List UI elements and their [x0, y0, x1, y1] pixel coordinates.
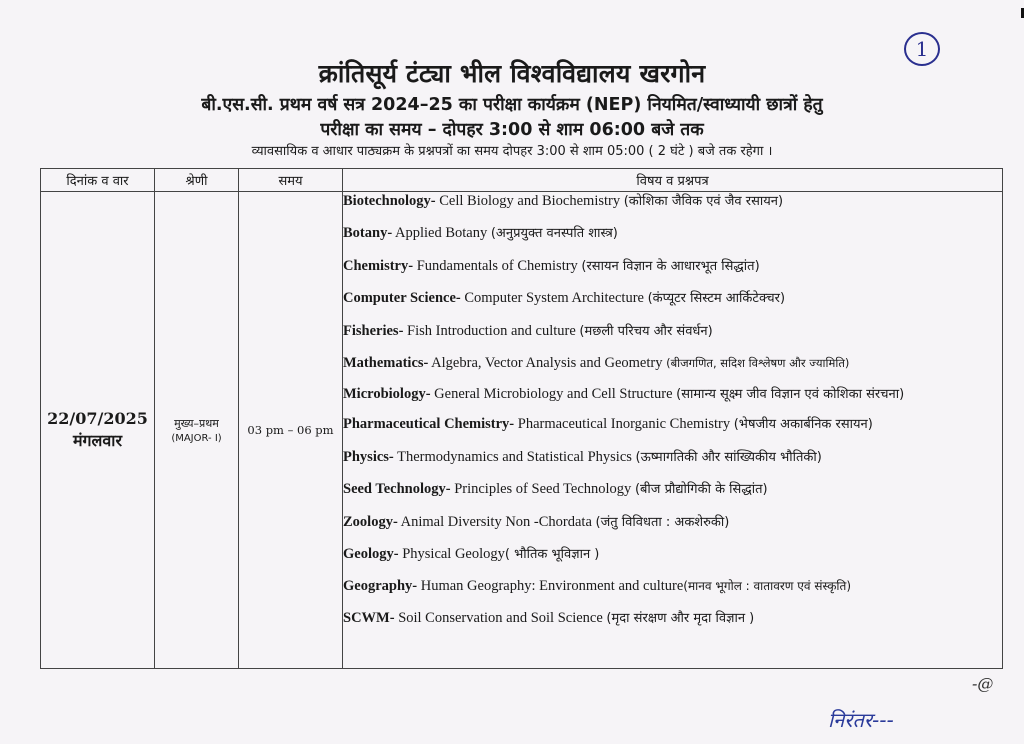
header-subject: विषय व प्रश्नपत्र: [343, 169, 1003, 192]
continued-note: निरंतर---: [828, 708, 894, 732]
subject-entry: Zoology- Animal Diversity Non -Chordata (जंतु विविधता : अकशेरुकी): [343, 513, 730, 530]
page-number: 1: [904, 32, 940, 66]
vocational-note: व्यावसायिक व आधार पाठ्यक्रम के प्रश्नपत्रों का समय दोपहर 3:00 से शाम 05:00 ( 2 घंटे ) बजे तक रहेगा ।: [251, 144, 773, 159]
subject-entry: Chemistry- Fundamentals of Chemistry (रसायन विज्ञान के आधारभूत सिद्धांत): [343, 257, 760, 274]
header-time: समय: [239, 169, 343, 192]
table-header-row: [41, 169, 1003, 192]
category-cell: [155, 192, 239, 669]
header-date: दिनांक व वार: [41, 169, 155, 192]
exam-schedule-table: [40, 168, 1003, 669]
category-label: मुख्य–प्रथम: [174, 417, 219, 430]
table-row: [41, 192, 1003, 669]
subject-entry: Physics- Thermodynamics and Statistical Physics (ऊष्मागतिकी और सांख्यिकीय भौतिकी): [343, 448, 822, 465]
subject-entry: Biotechnology- Cell Biology and Biochemistry (कोशिका जैविक एवं जैव रसायन): [343, 193, 784, 209]
exam-day: मंगलवार: [72, 431, 122, 450]
header-category: श्रेणी: [155, 169, 239, 192]
subject-entry: Computer Science- Computer System Architecture (कंप्यूटर सिस्टम आर्किटेक्चर): [343, 290, 786, 307]
category-sub: (MAJOR- I): [171, 433, 222, 444]
program-line: बी.एस.सी. प्रथम वर्ष सत्र 2024–25 का परीक्षा कार्यक्रम (NEP) नियमित/स्वाध्यायी छात्रों हेतु: [201, 95, 823, 115]
university-title: क्रांतिसूर्य टंट्या भील विश्वविद्यालय खरगोन: [318, 59, 706, 88]
subject-entry: SCWM- Soil Conservation and Soil Science (मृदा संरक्षण और मृदा विज्ञान ): [343, 609, 755, 626]
date-cell: [41, 192, 155, 669]
subject-entry: Geology- Physical Geology( भौतिक भूविज्ञान ): [343, 545, 600, 562]
exam-time: परीक्षा का समय – दोपहर 3:00 से शाम 06:00 बजे तक: [320, 120, 704, 140]
initials-mark: -@: [972, 674, 994, 693]
subject-entry: Mathematics- Algebra, Vector Analysis and Geometry (बीजगणित, सदिश विश्लेषण और ज्यामिति): [343, 354, 850, 371]
subject-entry: Seed Technology- Principles of Seed Technology (बीज प्रौद्योगिकी के सिद्धांत): [343, 481, 768, 498]
time-cell: 03 pm – 06 pm: [239, 192, 343, 669]
subject-entry: Geography- Human Geography: Environment and culture(मानव भूगोल : वातावरण एवं संस्कृति): [343, 578, 852, 595]
subject-entry: Fisheries- Fish Introduction and culture (मछली परिचय और संवर्धन): [343, 322, 713, 339]
subject-entry: Botany- Applied Botany (अनुप्रयुक्त वनस्पति शास्त्र): [343, 225, 618, 242]
exam-date: 22/07/2025: [47, 409, 148, 428]
subject-entry: Pharmaceutical Chemistry- Pharmaceutical Inorganic Chemistry (भेषजीय अकार्बनिक रसायन): [343, 416, 873, 433]
subjects-cell: [343, 192, 1003, 669]
subject-entry: Microbiology- General Microbiology and Cell Structure (सामान्य सूक्ष्म जीव विज्ञान एवं कोशिका संरचना): [343, 386, 905, 403]
